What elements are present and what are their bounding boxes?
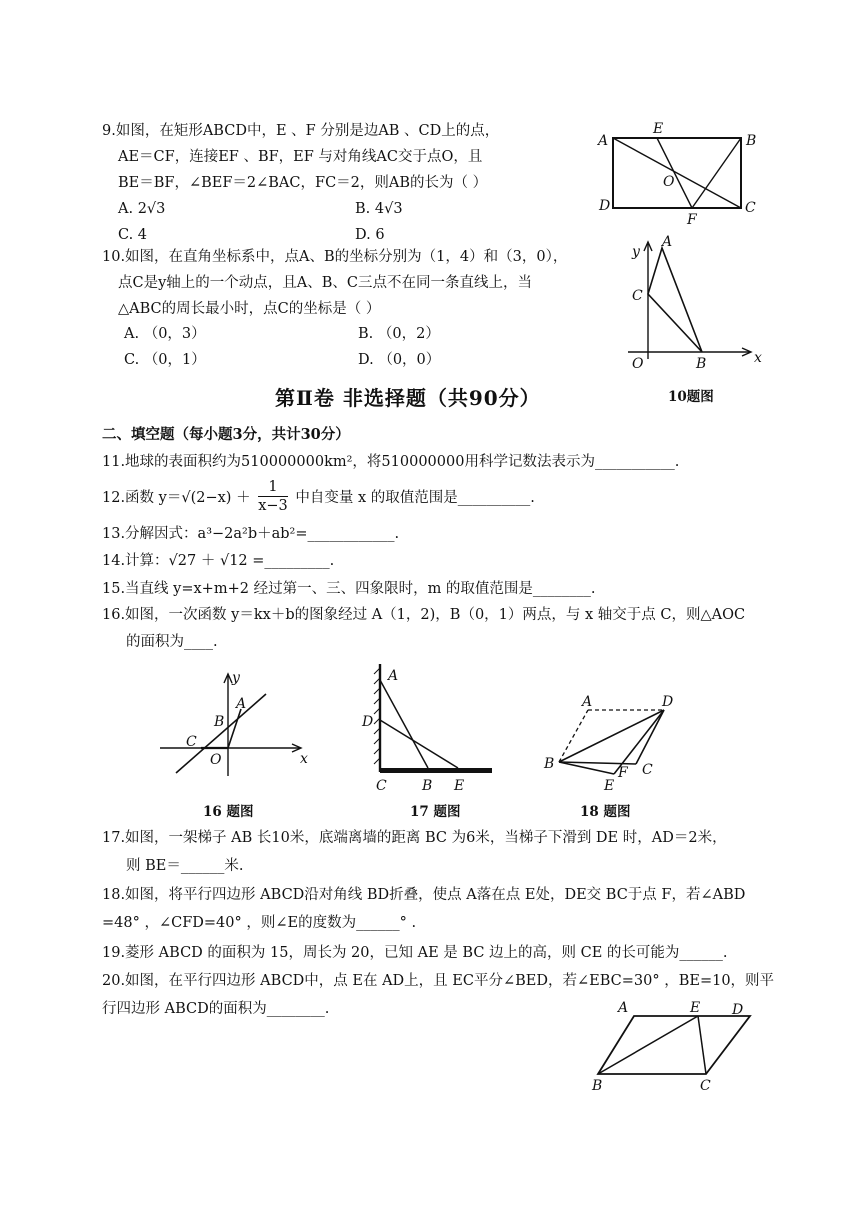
fig17-label-a: A: [388, 668, 399, 684]
q16-line-1: 16.如图，一次函数 y＝kx＋b的图象经过 A（1，2)，B（0，1）两点，与 x 轴交于点 C，则△AOC: [102, 607, 746, 623]
q9-line-1: 9.如图，在矩形ABCD中，E 、F 分别是边AB 、CD上的点，: [102, 123, 500, 139]
q9-line-3: BE＝BF，∠BEF＝2∠BAC，FC＝2，则AB的长为（ ）: [118, 175, 488, 191]
q14: 14.计算：√27 ＋ √12 =_________.: [102, 553, 335, 569]
q9-label-f: F: [687, 212, 697, 228]
q17-line-1: 17.如图，一架梯子 AB 长10米，底端离墙的距离 BC 为6米，当梯子下滑到 DE 时，AD＝2米，: [102, 830, 727, 846]
fig18: [542, 692, 682, 792]
q9-label-e: E: [653, 121, 664, 137]
q10-option-b: B. （0，2）: [358, 326, 440, 342]
fig16-label-a: A: [236, 696, 247, 712]
fig17-caption: 17 题图: [410, 804, 461, 820]
q12-denominator: x−3: [258, 498, 288, 514]
q10-option-d: D. （0，0）: [358, 352, 441, 368]
q16-line-2: 的面积为____.: [126, 634, 218, 650]
q12: [102, 478, 535, 518]
fig18-label-e: E: [604, 778, 615, 794]
fig16: [158, 668, 318, 788]
q9-label-a: A: [598, 133, 609, 149]
fig17-label-d: D: [362, 714, 374, 730]
q11: 11.地球的表面积约为510000000km²，将510000000用科学记数法表示为___________.: [102, 454, 680, 470]
fig18-label-f: F: [618, 765, 628, 781]
fig16-label-y: y: [232, 670, 240, 686]
fig16-caption: 16 题图: [203, 804, 254, 820]
q10-option-a: A. （0，3）: [124, 326, 206, 342]
fig18-label-a: A: [582, 694, 593, 710]
q18-line-2: =48° ，∠CFD=40° ，则∠E的度数为______° .: [102, 915, 417, 931]
q20-line-2: 行四边形 ABCD的面积为________.: [102, 1001, 330, 1017]
q10-option-c: C. （0，1）: [124, 352, 206, 368]
fig20-label-b: B: [592, 1078, 603, 1094]
fig20-label-a: A: [618, 1000, 629, 1016]
fig17-label-b: B: [422, 778, 433, 794]
q17-line-2: 则 BE＝______米.: [126, 858, 244, 874]
fig20: [588, 1000, 758, 1095]
q20-line-1: 20.如图，在平行四边形 ABCD中，点 E在 AD上，且 EC平分∠BED，若∠EBC=30° ，BE=10，则平: [102, 973, 775, 989]
q9-label-c: C: [745, 200, 756, 216]
q9-figure: [590, 118, 770, 230]
q9-line-2: AE＝CF，连接EF 、BF，EF 与对角线AC交于点O，且: [118, 149, 483, 165]
q10-line-1: 10.如图，在直角坐标系中，点A、B的坐标分别为（1，4）和（3，0），: [102, 249, 568, 265]
q10-figure: [618, 234, 768, 374]
fig16-label-c: C: [186, 734, 197, 750]
q10-line-2: 点C是y轴上的一个动点，且A、B、C三点不在同一条直线上，当: [118, 275, 533, 291]
fig17-label-c: C: [376, 778, 387, 794]
fig16-label-o: O: [210, 752, 222, 768]
fig20-label-d: D: [732, 1002, 744, 1018]
q9-option-a: A. 2√3: [118, 201, 166, 217]
fig18-label-b: B: [544, 756, 555, 772]
q19: 19.菱形 ABCD 的面积为 15，周长为 20，已知 AE 是 BC 边上的高，则 CE 的长可能为______.: [102, 945, 728, 961]
fig17-label-e: E: [454, 778, 465, 794]
q12-fraction: [258, 478, 288, 515]
q9-option-c: C. 4: [118, 227, 148, 243]
q10-label-o: O: [632, 356, 644, 372]
fig18-label-c: C: [642, 762, 653, 778]
q12-numerator: 1: [258, 478, 288, 497]
q12-prefix: 12.函数 y＝√(2−x) ＋: [102, 490, 251, 506]
q10-label-c: C: [632, 288, 643, 304]
q10-caption: 10题图: [668, 389, 714, 405]
q10-line-3: △ABC的周长最小时，点C的坐标是（ ）: [118, 301, 381, 317]
fig16-label-b: B: [214, 714, 225, 730]
q9-option-b: B. 4√3: [355, 201, 403, 217]
q15: 15.当直线 y=x+m+2 经过第一、三、四象限时，m 的取值范围是________.: [102, 581, 596, 597]
fig20-label-c: C: [700, 1078, 711, 1094]
q9-label-b: B: [746, 133, 757, 149]
fig17: [358, 660, 498, 795]
part2-title: 第Ⅱ卷 非选择题（共90分）: [275, 386, 541, 410]
fig18-label-d: D: [662, 694, 674, 710]
q10-label-b: B: [696, 356, 707, 372]
section-2-heading: 二、填空题（每小题3分，共计30分）: [102, 426, 350, 443]
q9-option-d: D. 6: [355, 227, 385, 243]
q10-label-a: A: [662, 234, 673, 250]
q10-label-y: y: [632, 244, 640, 260]
fig18-caption: 18 题图: [580, 804, 631, 820]
q13: 13.分解因式：a³−2a²b＋ab²=____________.: [102, 526, 400, 542]
q9-label-o: O: [663, 174, 675, 190]
q9-label-d: D: [599, 198, 611, 214]
fig16-label-x: x: [300, 751, 308, 767]
q12-suffix: 中自变量 x 的取值范围是__________.: [295, 490, 535, 506]
q10-label-x: x: [754, 350, 762, 366]
fig20-label-e: E: [690, 1000, 701, 1016]
q18-line-1: 18.如图，将平行四边形 ABCD沿对角线 BD折叠，使点 A落在点 E处，DE交 BC于点 F，若∠ABD: [102, 887, 746, 903]
